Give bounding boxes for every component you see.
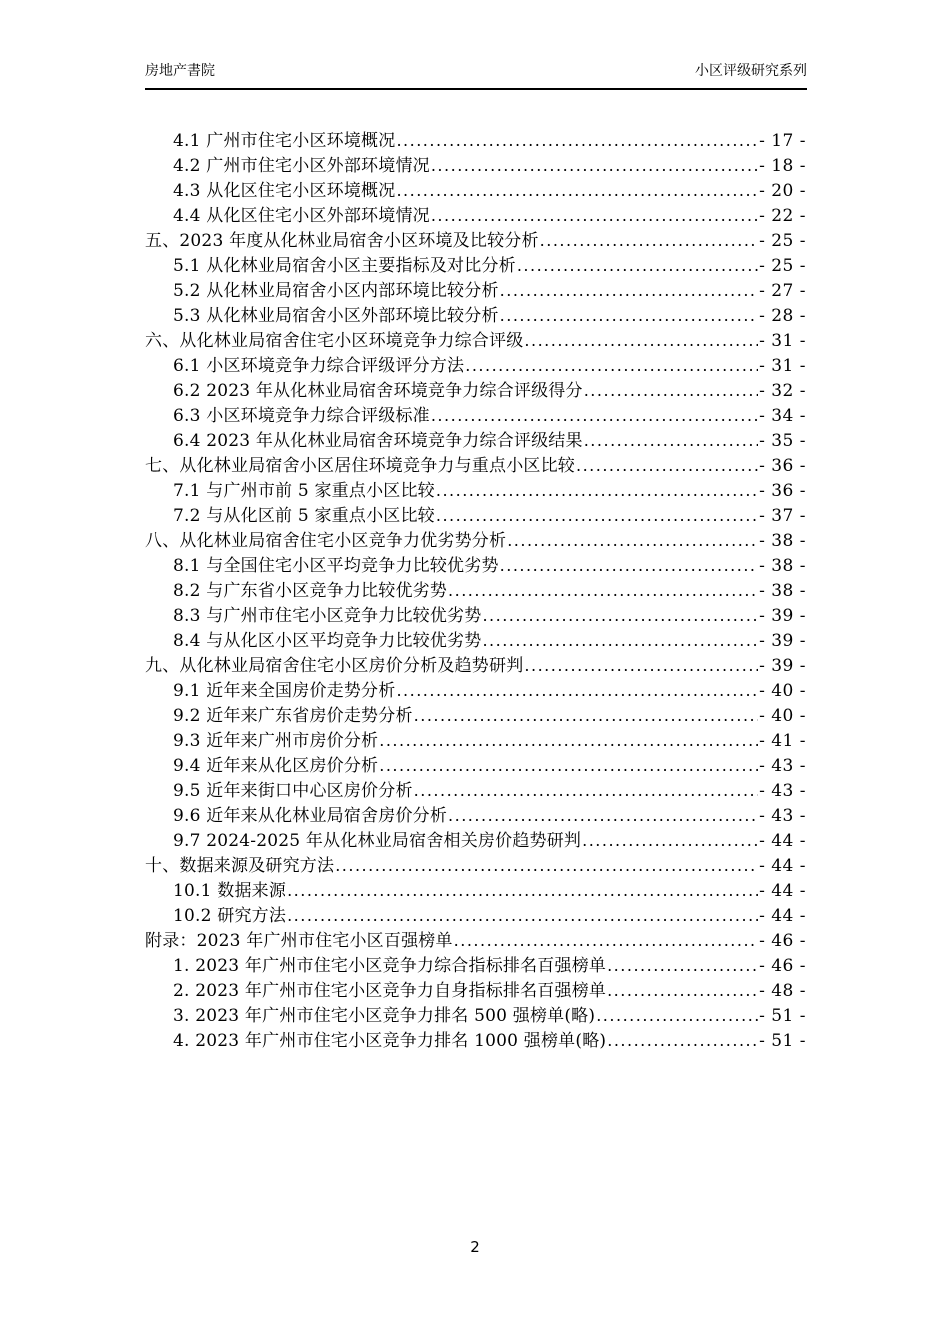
toc-entry: [145, 751, 806, 776]
toc-entry-label: 6.3 小区环境竞争力综合评级标准: [173, 406, 430, 426]
toc-entry-page: - 31 -: [759, 331, 806, 351]
toc-entry: [145, 826, 806, 851]
dots-leader: [379, 756, 758, 776]
toc-entry: [145, 401, 806, 426]
toc-entry: [145, 476, 806, 501]
toc-entry-page: - 40 -: [759, 706, 806, 726]
dots-leader: [500, 306, 758, 326]
toc-entry-label: 1. 2023 年广州市住宅小区竞争力综合指标排名百强榜单: [173, 956, 607, 976]
toc-entry-page: - 44 -: [759, 856, 806, 876]
dots-leader: [596, 1006, 758, 1026]
toc-entry-label: 9.6 近年来从化林业局宿舍房价分析: [173, 806, 448, 826]
toc-entry: [145, 601, 806, 626]
dots-leader: [482, 631, 758, 651]
page-number: 2: [470, 1238, 480, 1256]
dots-leader: [465, 356, 758, 376]
toc-entry-page: - 43 -: [759, 781, 806, 801]
toc-entry: [145, 426, 806, 451]
dots-leader: [582, 831, 758, 851]
toc-entry-page: - 32 -: [759, 381, 806, 401]
header-left-text: 房地产書院: [145, 63, 215, 79]
toc-entry-label: 七、从化林业局宿舍小区居住环境竞争力与重点小区比较: [145, 456, 575, 476]
toc-entry: [145, 526, 806, 551]
toc-entry-page: - 27 -: [759, 281, 806, 301]
toc-entry-page: - 43 -: [759, 756, 806, 776]
table-of-contents: [145, 126, 806, 1051]
toc-entry: [145, 1001, 806, 1026]
toc-entry: [145, 126, 806, 151]
toc-entry: [145, 251, 806, 276]
dots-leader: [500, 281, 758, 301]
toc-entry-page: - 36 -: [759, 456, 806, 476]
dots-leader: [584, 431, 758, 451]
toc-entry: [145, 501, 806, 526]
dots-leader: [379, 731, 758, 751]
toc-entry-label: 5.1 从化林业局宿舍小区主要指标及对比分析: [173, 256, 516, 276]
toc-entry-page: - 39 -: [759, 606, 806, 626]
toc-entry-page: - 35 -: [759, 431, 806, 451]
toc-entry: [145, 376, 806, 401]
header-right-text: 小区评级研究系列: [695, 63, 807, 79]
toc-entry: [145, 201, 806, 226]
toc-entry-label: 4.2 广州市住宅小区外部环境情况: [173, 156, 430, 176]
toc-entry-label: 八、从化林业局宿舍住宅小区竞争力优劣势分析: [145, 531, 507, 551]
toc-entry-page: - 34 -: [759, 406, 806, 426]
dots-leader: [436, 506, 758, 526]
dots-leader: [607, 956, 758, 976]
toc-entry-label: 9.3 近年来广州市房价分析: [173, 731, 379, 751]
dots-leader: [448, 806, 758, 826]
toc-entry: [145, 176, 806, 201]
toc-entry-label: 附录：2023 年广州市住宅小区百强榜单: [145, 931, 453, 951]
dots-leader: [507, 531, 758, 551]
toc-entry-page: - 25 -: [759, 231, 806, 251]
toc-entry: [145, 451, 806, 476]
toc-entry: [145, 776, 806, 801]
toc-entry-page: - 25 -: [759, 256, 806, 276]
dots-leader: [454, 931, 758, 951]
toc-entry-page: - 28 -: [759, 306, 806, 326]
dots-leader: [436, 481, 758, 501]
toc-entry-label: 4. 2023 年广州市住宅小区竞争力排名 1000 强榜单(略): [173, 1031, 607, 1051]
toc-entry-label: 8.3 与广州市住宅小区竞争力比较优劣势: [173, 606, 482, 626]
dots-leader: [448, 581, 758, 601]
toc-entry-page: - 44 -: [759, 881, 806, 901]
dots-leader: [396, 131, 758, 151]
toc-entry: [145, 626, 806, 651]
toc-entry-label: 8.2 与广东省小区竞争力比较优劣势: [173, 581, 448, 601]
toc-entry: [145, 351, 806, 376]
toc-entry: [145, 1026, 806, 1051]
toc-entry-label: 9.4 近年来从化区房价分析: [173, 756, 379, 776]
toc-entry-page: - 46 -: [759, 931, 806, 951]
toc-entry: [145, 726, 806, 751]
toc-entry-label: 六、从化林业局宿舍住宅小区环境竞争力综合评级: [145, 331, 524, 351]
dots-leader: [414, 781, 758, 801]
toc-entry-page: - 22 -: [759, 206, 806, 226]
toc-entry: [145, 576, 806, 601]
toc-entry-label: 8.1 与全国住宅小区平均竞争力比较优劣势: [173, 556, 499, 576]
toc-entry-page: - 44 -: [759, 831, 806, 851]
toc-entry-page: - 39 -: [759, 631, 806, 651]
toc-entry: [145, 801, 806, 826]
toc-entry-label: 10.1 数据来源: [173, 881, 287, 901]
toc-entry-label: 5.3 从化林业局宿舍小区外部环境比较分析: [173, 306, 499, 326]
dots-leader: [607, 981, 758, 1001]
toc-entry: [145, 276, 806, 301]
toc-entry-page: - 36 -: [759, 481, 806, 501]
toc-entry: [145, 951, 806, 976]
toc-entry-page: - 44 -: [759, 906, 806, 926]
toc-entry-label: 6.4 2023 年从化林业局宿舍环境竞争力综合评级结果: [173, 431, 583, 451]
toc-entry-page: - 38 -: [759, 581, 806, 601]
toc-entry-label: 4.4 从化区住宅小区外部环境情况: [173, 206, 430, 226]
toc-entry-page: - 38 -: [759, 556, 806, 576]
toc-entry-label: 九、从化林业局宿舍住宅小区房价分析及趋势研判: [145, 656, 524, 676]
toc-entry: [145, 851, 806, 876]
toc-entry: [145, 226, 806, 251]
toc-entry-label: 五、2023 年度从化林业局宿舍小区环境及比较分析: [145, 231, 539, 251]
toc-entry-label: 7.2 与从化区前 5 家重点小区比较: [173, 506, 435, 526]
toc-entry-label: 10.2 研究方法: [173, 906, 287, 926]
toc-entry-page: - 18 -: [759, 156, 806, 176]
toc-entry-page: - 46 -: [759, 956, 806, 976]
dots-leader: [482, 606, 758, 626]
toc-entry-label: 3. 2023 年广州市住宅小区竞争力排名 500 强榜单(略): [173, 1006, 596, 1026]
toc-entry-page: - 20 -: [759, 181, 806, 201]
dots-leader: [396, 681, 758, 701]
toc-entry-label: 5.2 从化林业局宿舍小区内部环境比较分析: [173, 281, 499, 301]
toc-entry-label: 9.5 近年来街口中心区房价分析: [173, 781, 413, 801]
dots-leader: [500, 556, 758, 576]
toc-entry-page: - 38 -: [759, 531, 806, 551]
toc-entry: [145, 651, 806, 676]
dots-leader: [540, 231, 758, 251]
dots-leader: [524, 331, 758, 351]
toc-entry-label: 9.1 近年来全国房价走势分析: [173, 681, 396, 701]
dots-leader: [335, 856, 758, 876]
toc-entry: [145, 551, 806, 576]
dots-leader: [396, 181, 758, 201]
dots-leader: [584, 381, 758, 401]
toc-entry-label: 4.1 广州市住宅小区环境概况: [173, 131, 396, 151]
toc-entry-page: - 41 -: [759, 731, 806, 751]
toc-entry-label: 7.1 与广州市前 5 家重点小区比较: [173, 481, 435, 501]
dots-leader: [517, 256, 758, 276]
toc-entry-label: 4.3 从化区住宅小区环境概况: [173, 181, 396, 201]
dots-leader: [287, 881, 758, 901]
toc-entry: [145, 926, 806, 951]
dots-leader: [607, 1031, 758, 1051]
toc-entry-page: - 40 -: [759, 681, 806, 701]
toc-entry-page: - 51 -: [759, 1006, 806, 1026]
toc-entry-label: 十、数据来源及研究方法: [145, 856, 335, 876]
toc-entry: [145, 901, 806, 926]
toc-entry-label: 2. 2023 年广州市住宅小区竞争力自身指标排名百强榜单: [173, 981, 607, 1001]
toc-entry: [145, 301, 806, 326]
toc-entry-page: - 37 -: [759, 506, 806, 526]
dots-leader: [431, 206, 758, 226]
toc-entry-label: 9.7 2024-2025 年从化林业局宿舍相关房价趋势研判: [173, 831, 582, 851]
toc-entry-page: - 31 -: [759, 356, 806, 376]
page-footer: [0, 1238, 950, 1256]
toc-entry: [145, 976, 806, 1001]
toc-entry-label: 8.4 与从化区小区平均竞争力比较优劣势: [173, 631, 482, 651]
dots-leader: [431, 156, 758, 176]
toc-entry-label: 9.2 近年来广东省房价走势分析: [173, 706, 413, 726]
toc-entry-label: 6.1 小区环境竞争力综合评级评分方法: [173, 356, 465, 376]
header-divider: [145, 88, 807, 90]
toc-entry: [145, 701, 806, 726]
page-header: [145, 62, 807, 82]
toc-entry-page: - 48 -: [759, 981, 806, 1001]
toc-entry: [145, 876, 806, 901]
dots-leader: [414, 706, 758, 726]
dots-leader: [287, 906, 758, 926]
toc-entry: [145, 151, 806, 176]
dots-leader: [524, 656, 758, 676]
toc-entry-page: - 43 -: [759, 806, 806, 826]
toc-entry-page: - 39 -: [759, 656, 806, 676]
toc-entry: [145, 676, 806, 701]
dots-leader: [431, 406, 758, 426]
toc-entry: [145, 326, 806, 351]
toc-entry-label: 6.2 2023 年从化林业局宿舍环境竞争力综合评级得分: [173, 381, 583, 401]
dots-leader: [576, 456, 758, 476]
toc-entry-page: - 51 -: [759, 1031, 806, 1051]
toc-entry-page: - 17 -: [759, 131, 806, 151]
